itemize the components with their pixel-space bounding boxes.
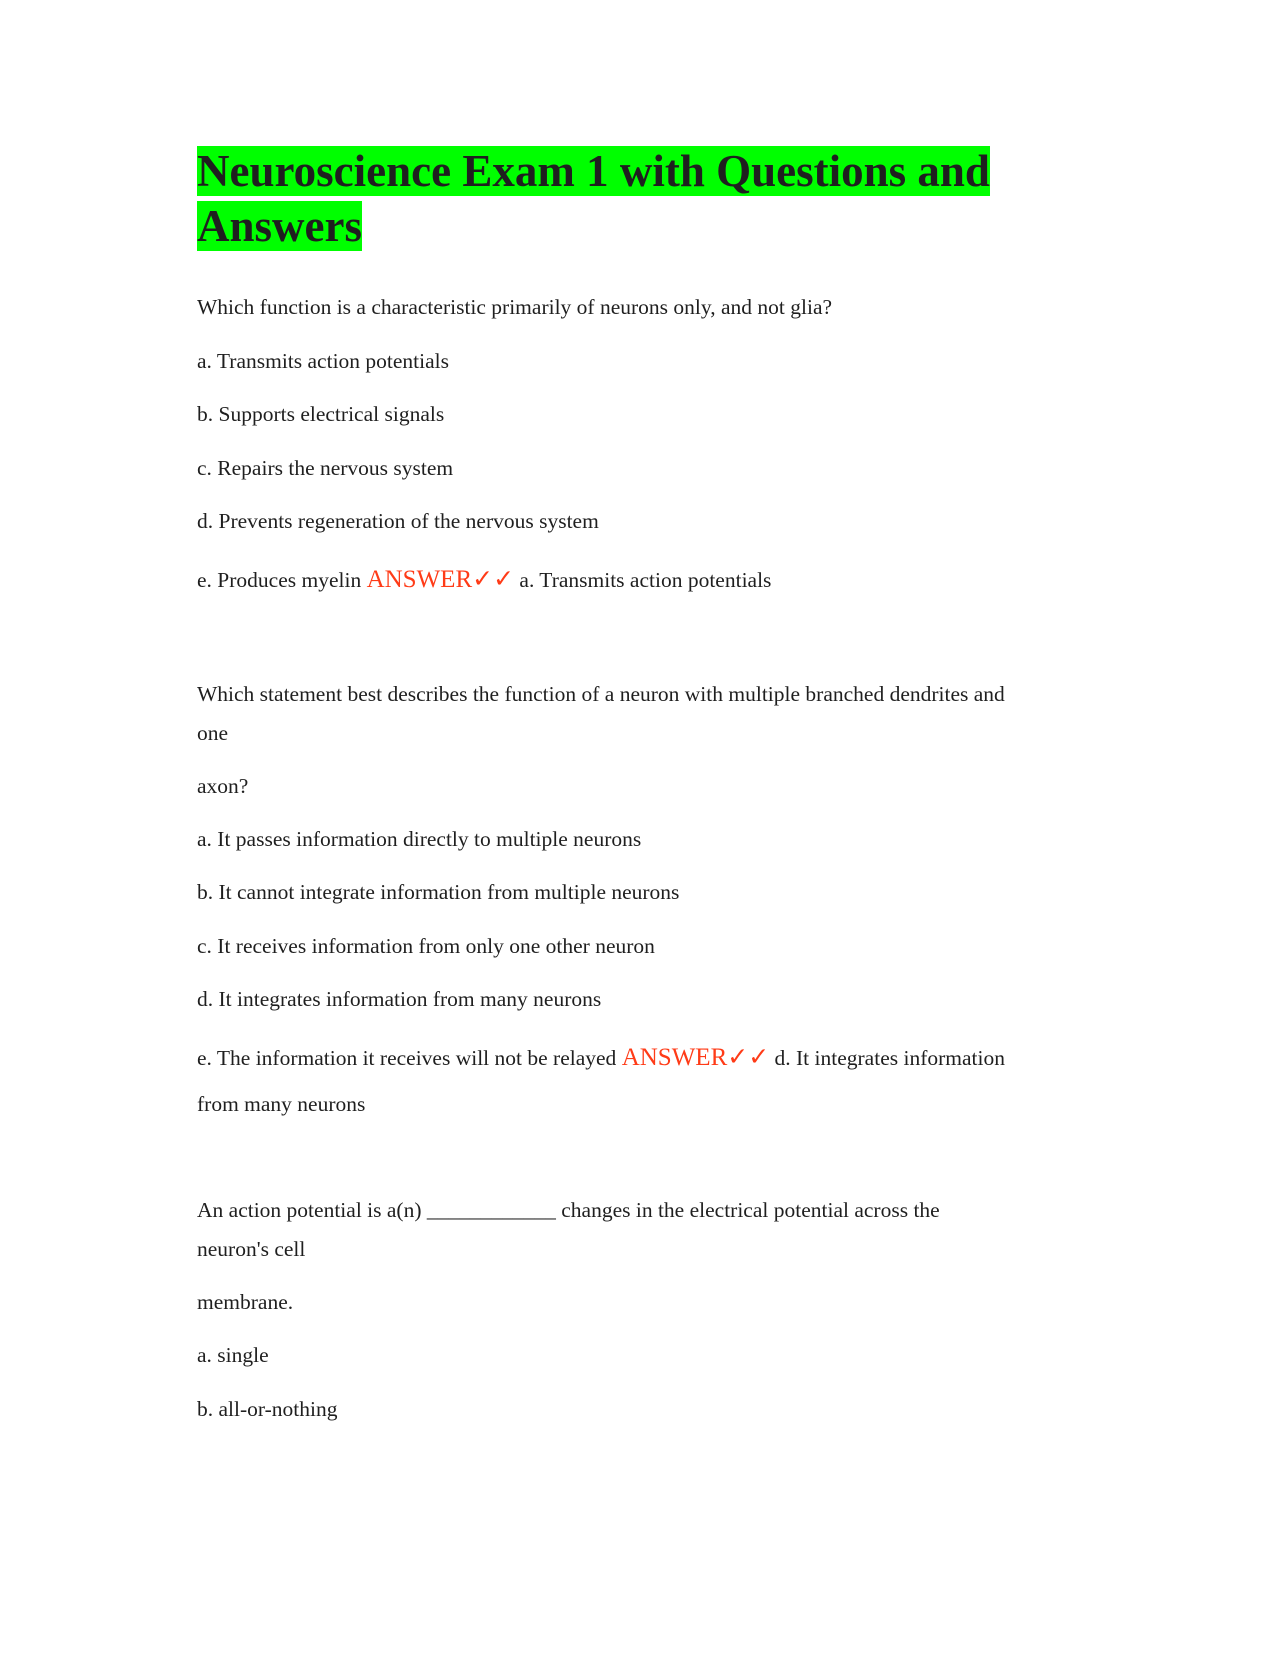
q2-question-line2: one xyxy=(197,721,229,745)
q3-question-line3: membrane. xyxy=(197,1290,294,1314)
q1-option-b: b. Supports electrical signals xyxy=(197,402,445,426)
q2-answer-marker: ANSWER✓✓ xyxy=(621,1044,770,1071)
q3-option-b: b. all-or-nothing xyxy=(197,1397,338,1421)
q2-option-c: c. It receives information from only one other neuron xyxy=(197,934,655,958)
title-highlight: Neuroscience Exam 1 with Questions and Answers xyxy=(197,146,990,251)
q2-option-e-line xyxy=(197,1045,1005,1071)
q2-option-a: a. It passes information directly to multiple neurons xyxy=(197,827,642,851)
q1-option-a: a. Transmits action potentials xyxy=(197,349,450,373)
q1-option-e: e. Produces myelin xyxy=(197,568,362,592)
q3-option-a: a. single xyxy=(197,1343,269,1367)
q1-answer-marker: ANSWER✓✓ xyxy=(366,566,515,593)
q1-option-d: d. Prevents regeneration of the nervous system xyxy=(197,509,599,533)
q2-option-b: b. It cannot integrate information from multiple neurons xyxy=(197,880,680,904)
q2-option-d: d. It integrates information from many neurons xyxy=(197,987,602,1011)
q3-question-line1: An action potential is a(n) ____________ changes in the electrical potential across the xyxy=(197,1198,940,1222)
q2-answer-line2: from many neurons xyxy=(197,1092,366,1116)
q1-option-c: c. Repairs the nervous system xyxy=(197,456,454,480)
q2-option-e: e. The information it receives will not be relayed xyxy=(197,1046,617,1070)
q1-option-e-line xyxy=(197,567,771,593)
q3-question-line2: neuron's cell xyxy=(197,1237,306,1261)
document-title xyxy=(197,144,1097,254)
q2-answer-line1: d. It integrates information xyxy=(774,1046,1005,1070)
q1-answer: a. Transmits action potentials xyxy=(519,568,772,592)
q1-question: Which function is a characteristic primarily of neurons only, and not glia? xyxy=(197,295,833,319)
q2-question-line1: Which statement best describes the function of a neuron with multiple branched dendrites and xyxy=(197,682,1005,706)
q2-question-line3: axon? xyxy=(197,774,249,798)
